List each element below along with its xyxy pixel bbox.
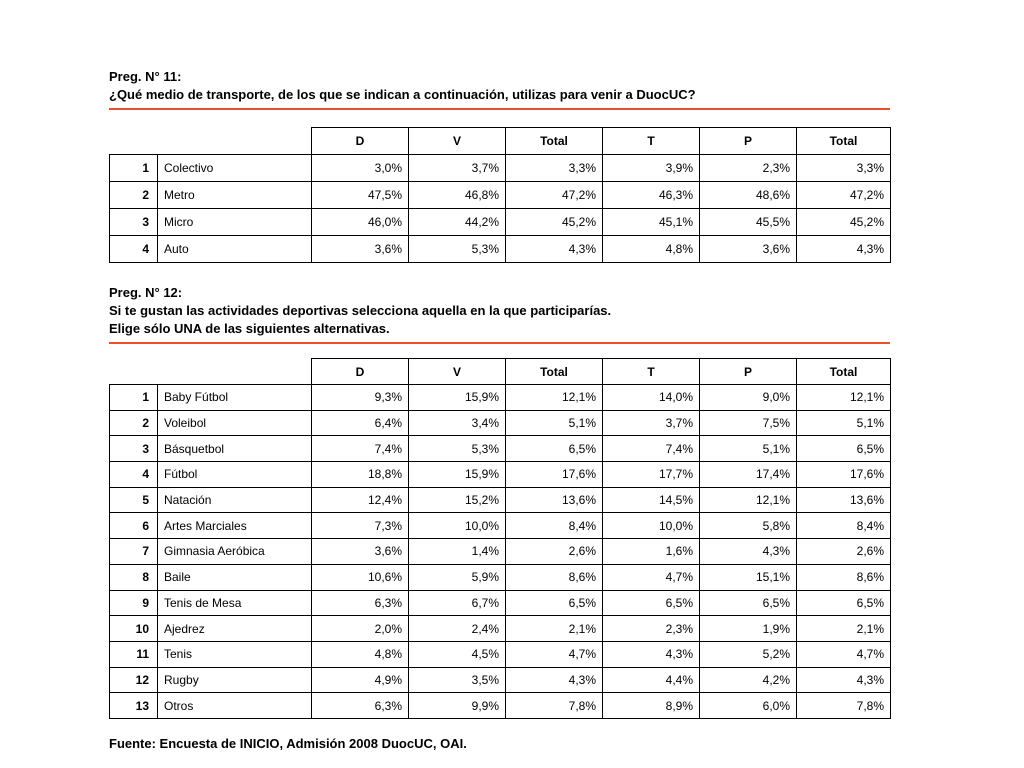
cell-value: 4,7%	[603, 564, 700, 590]
cell-value: 10,6%	[312, 564, 409, 590]
cell-value: 3,6%	[312, 236, 409, 263]
cell-value: 3,4%	[409, 410, 506, 436]
cell-value: 4,4%	[603, 667, 700, 693]
cell-value: 45,5%	[700, 209, 797, 236]
cell-value: 2,6%	[506, 539, 603, 565]
cell-value: 12,1%	[797, 385, 891, 411]
q11-header-row	[110, 128, 891, 155]
cell-value: 6,0%	[700, 693, 797, 719]
cell-value: 9,3%	[312, 385, 409, 411]
q12-divider	[109, 342, 890, 344]
q11-table	[109, 127, 891, 263]
row-number: 8	[110, 564, 158, 590]
cell-value: 8,6%	[797, 564, 891, 590]
cell-value: 1,6%	[603, 539, 700, 565]
q11-col-header: T	[603, 128, 700, 155]
cell-value: 12,4%	[312, 487, 409, 513]
cell-value: 15,1%	[700, 564, 797, 590]
cell-value: 2,4%	[409, 616, 506, 642]
cell-value: 4,7%	[797, 641, 891, 667]
cell-value: 4,3%	[506, 236, 603, 263]
cell-value: 2,0%	[312, 616, 409, 642]
q12-header-blank	[110, 359, 312, 385]
table-row	[110, 236, 891, 263]
cell-value: 7,8%	[797, 693, 891, 719]
cell-value: 45,1%	[603, 209, 700, 236]
row-number: 3	[110, 436, 158, 462]
q11-title	[109, 68, 696, 104]
cell-value: 3,7%	[409, 155, 506, 182]
q11-col-header: D	[312, 128, 409, 155]
cell-value: 2,3%	[603, 616, 700, 642]
row-number: 13	[110, 693, 158, 719]
cell-value: 47,2%	[506, 182, 603, 209]
cell-value: 5,3%	[409, 236, 506, 263]
cell-value: 8,4%	[506, 513, 603, 539]
cell-value: 13,6%	[506, 487, 603, 513]
row-label: Gimnasia Aeróbica	[158, 539, 312, 565]
row-label: Rugby	[158, 667, 312, 693]
cell-value: 7,8%	[506, 693, 603, 719]
table-row	[110, 385, 891, 411]
table-row	[110, 487, 891, 513]
row-label: Natación	[158, 487, 312, 513]
cell-value: 17,4%	[700, 462, 797, 488]
q11-col-header: Total	[797, 128, 891, 155]
table-row	[110, 410, 891, 436]
cell-value: 47,2%	[797, 182, 891, 209]
row-number: 7	[110, 539, 158, 565]
cell-value: 4,3%	[797, 667, 891, 693]
cell-value: 4,8%	[603, 236, 700, 263]
table-row	[110, 513, 891, 539]
row-number: 6	[110, 513, 158, 539]
row-label: Tenis	[158, 641, 312, 667]
row-number: 1	[110, 385, 158, 411]
cell-value: 4,3%	[700, 539, 797, 565]
row-number: 3	[110, 209, 158, 236]
q12-title-line1: Preg. N° 12:	[109, 285, 183, 300]
cell-value: 1,4%	[409, 539, 506, 565]
cell-value: 15,9%	[409, 385, 506, 411]
cell-value: 9,9%	[409, 693, 506, 719]
q12-col-header: Total	[506, 359, 603, 385]
row-number: 11	[110, 641, 158, 667]
cell-value: 15,9%	[409, 462, 506, 488]
table-row	[110, 182, 891, 209]
cell-value: 2,1%	[506, 616, 603, 642]
q12-title-line2: Si te gustan las actividades deportivas selecciona aquella en la que participarías.	[109, 303, 612, 318]
cell-value: 4,3%	[797, 236, 891, 263]
q12-col-header: P	[700, 359, 797, 385]
cell-value: 9,0%	[700, 385, 797, 411]
q12-header-row	[110, 359, 891, 385]
row-number: 4	[110, 462, 158, 488]
cell-value: 44,2%	[409, 209, 506, 236]
cell-value: 6,3%	[312, 590, 409, 616]
row-label: Otros	[158, 693, 312, 719]
cell-value: 12,1%	[700, 487, 797, 513]
cell-value: 3,6%	[700, 236, 797, 263]
cell-value: 6,5%	[506, 436, 603, 462]
q12-col-header: D	[312, 359, 409, 385]
cell-value: 3,3%	[506, 155, 603, 182]
cell-value: 4,8%	[312, 641, 409, 667]
cell-value: 3,9%	[603, 155, 700, 182]
cell-value: 6,5%	[506, 590, 603, 616]
cell-value: 3,5%	[409, 667, 506, 693]
q11-title-line2: ¿Qué medio de transporte, de los que se indican a continuación, utilizas para venir a DuocUC?	[109, 87, 696, 102]
row-number: 9	[110, 590, 158, 616]
cell-value: 6,5%	[797, 590, 891, 616]
cell-value: 7,4%	[312, 436, 409, 462]
cell-value: 2,6%	[797, 539, 891, 565]
row-number: 12	[110, 667, 158, 693]
cell-value: 3,7%	[603, 410, 700, 436]
cell-value: 5,1%	[700, 436, 797, 462]
cell-value: 1,9%	[700, 616, 797, 642]
table-row	[110, 590, 891, 616]
row-label: Tenis de Mesa	[158, 590, 312, 616]
cell-value: 12,1%	[506, 385, 603, 411]
q11-header-blank	[110, 128, 312, 155]
cell-value: 7,5%	[700, 410, 797, 436]
row-label: Baby Fútbol	[158, 385, 312, 411]
q11-divider	[109, 108, 890, 110]
q12-col-header: V	[409, 359, 506, 385]
cell-value: 6,5%	[700, 590, 797, 616]
cell-value: 6,3%	[312, 693, 409, 719]
row-label: Voleibol	[158, 410, 312, 436]
cell-value: 14,0%	[603, 385, 700, 411]
cell-value: 4,3%	[506, 667, 603, 693]
table-row	[110, 641, 891, 667]
row-label: Ajedrez	[158, 616, 312, 642]
cell-value: 8,4%	[797, 513, 891, 539]
row-number: 2	[110, 410, 158, 436]
cell-value: 45,2%	[506, 209, 603, 236]
source-footer: Fuente: Encuesta de INICIO, Admisión 2008 DuocUC, OAI.	[109, 736, 467, 751]
q12-title	[109, 284, 611, 338]
row-label: Auto	[158, 236, 312, 263]
row-number: 4	[110, 236, 158, 263]
cell-value: 17,6%	[797, 462, 891, 488]
cell-value: 18,8%	[312, 462, 409, 488]
cell-value: 10,0%	[603, 513, 700, 539]
cell-value: 4,7%	[506, 641, 603, 667]
row-label: Artes Marciales	[158, 513, 312, 539]
cell-value: 4,3%	[603, 641, 700, 667]
row-label: Básquetbol	[158, 436, 312, 462]
cell-value: 10,0%	[409, 513, 506, 539]
cell-value: 8,6%	[506, 564, 603, 590]
table-row	[110, 693, 891, 719]
cell-value: 15,2%	[409, 487, 506, 513]
row-label: Metro	[158, 182, 312, 209]
cell-value: 4,5%	[409, 641, 506, 667]
q11-col-header: Total	[506, 128, 603, 155]
cell-value: 5,1%	[797, 410, 891, 436]
q11-title-line1: Preg. N° 11:	[109, 69, 182, 84]
table-row	[110, 564, 891, 590]
cell-value: 7,3%	[312, 513, 409, 539]
q12-col-header: Total	[797, 359, 891, 385]
table-row	[110, 155, 891, 182]
cell-value: 6,5%	[603, 590, 700, 616]
cell-value: 4,2%	[700, 667, 797, 693]
cell-value: 14,5%	[603, 487, 700, 513]
cell-value: 5,8%	[700, 513, 797, 539]
q11-col-header: P	[700, 128, 797, 155]
cell-value: 8,9%	[603, 693, 700, 719]
cell-value: 5,3%	[409, 436, 506, 462]
row-label: Baile	[158, 564, 312, 590]
table-row	[110, 462, 891, 488]
q11-col-header: V	[409, 128, 506, 155]
cell-value: 2,1%	[797, 616, 891, 642]
cell-value: 2,3%	[700, 155, 797, 182]
row-label: Fútbol	[158, 462, 312, 488]
cell-value: 46,3%	[603, 182, 700, 209]
cell-value: 3,0%	[312, 155, 409, 182]
cell-value: 46,8%	[409, 182, 506, 209]
row-label: Colectivo	[158, 155, 312, 182]
row-number: 10	[110, 616, 158, 642]
table-row	[110, 209, 891, 236]
cell-value: 6,7%	[409, 590, 506, 616]
cell-value: 47,5%	[312, 182, 409, 209]
q12-col-header: T	[603, 359, 700, 385]
table-row	[110, 539, 891, 565]
row-label: Micro	[158, 209, 312, 236]
cell-value: 6,5%	[797, 436, 891, 462]
cell-value: 5,2%	[700, 641, 797, 667]
cell-value: 4,9%	[312, 667, 409, 693]
q12-title-line3: Elige sólo UNA de las siguientes alternativas.	[109, 321, 390, 336]
cell-value: 48,6%	[700, 182, 797, 209]
table-row	[110, 436, 891, 462]
cell-value: 3,6%	[312, 539, 409, 565]
cell-value: 5,9%	[409, 564, 506, 590]
cell-value: 7,4%	[603, 436, 700, 462]
cell-value: 13,6%	[797, 487, 891, 513]
table-row	[110, 667, 891, 693]
cell-value: 17,6%	[506, 462, 603, 488]
cell-value: 46,0%	[312, 209, 409, 236]
cell-value: 45,2%	[797, 209, 891, 236]
cell-value: 6,4%	[312, 410, 409, 436]
cell-value: 17,7%	[603, 462, 700, 488]
q12-table	[109, 358, 891, 719]
table-row	[110, 616, 891, 642]
row-number: 5	[110, 487, 158, 513]
row-number: 1	[110, 155, 158, 182]
cell-value: 5,1%	[506, 410, 603, 436]
cell-value: 3,3%	[797, 155, 891, 182]
row-number: 2	[110, 182, 158, 209]
